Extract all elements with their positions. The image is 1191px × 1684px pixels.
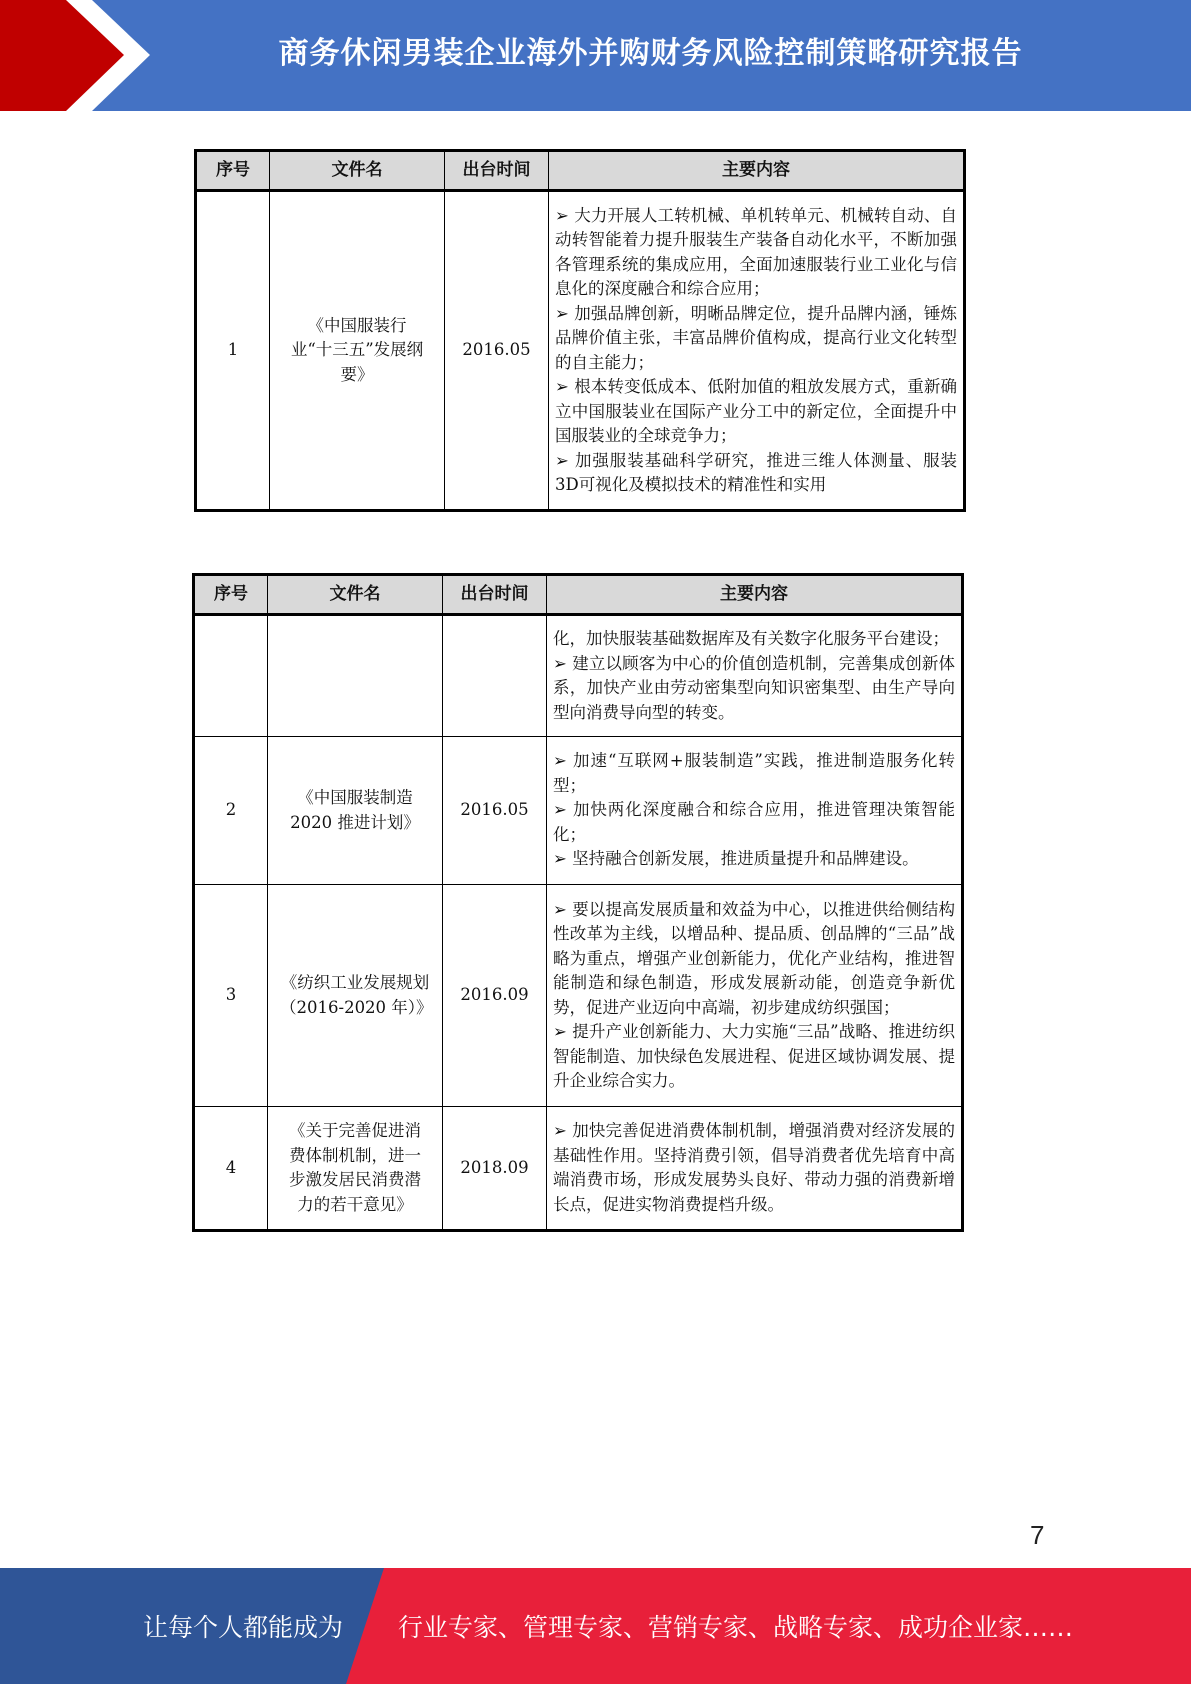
policy-table-2 [192, 573, 964, 1232]
footer-slogan-right: 行业专家、管理专家、营销专家、战略专家、成功企业家…… [398, 1613, 1074, 1642]
document-name [268, 615, 443, 737]
policy-table-1 [194, 149, 966, 512]
row-number: 1 [196, 191, 270, 511]
table-row [194, 885, 963, 1107]
page-footer [0, 1568, 1191, 1684]
table-row [196, 191, 965, 511]
release-date: 2018.09 [443, 1107, 547, 1231]
content-paragraph: ➢ 加强品牌创新，明晰品牌定位，提升品牌内涵，锤炼品牌价值主张，丰富品牌价值构成，提高行业文化转型的自主能力； [555, 303, 957, 372]
release-date [443, 615, 547, 737]
footer-slogan-left: 让每个人都能成为 [143, 1613, 344, 1642]
table-header-row [196, 151, 965, 191]
document-name-text: 《关于完善促进消费体制机制，进一步激发居民消费潜力的若干意见》 [289, 1121, 421, 1214]
document-name-text: 《中国服装行业“十三五”发展纲要》 [290, 315, 424, 384]
release-date: 2016.09 [443, 885, 547, 1107]
document-title: 商务休闲男装企业海外并购财务风险控制策略研究报告 [278, 36, 1023, 71]
col-header-content: 主要内容 [549, 151, 965, 191]
content-paragraph: 化，加快服装基础数据库及有关数字化服务平台建设； [553, 629, 949, 648]
document-name [270, 191, 445, 511]
main-content [547, 737, 963, 885]
row-number: 2 [194, 737, 268, 885]
page-header [0, 0, 1191, 111]
release-date: 2016.05 [445, 191, 549, 511]
content-paragraph: ➢ 大力开展人工转机械、单机转单元、机械转自动、自动转智能着力提升服装生产装备自动化水平，不断加强各管理系统的集成应用，全面加速服装行业工业化与信息化的深度融合和综合应用； [555, 205, 957, 298]
document-name [268, 885, 443, 1107]
page-number: 7 [1030, 1520, 1045, 1550]
document-name [268, 737, 443, 885]
content-paragraph: ➢ 提升产业创新能力、大力实施“三品”战略、推进纺织智能制造、加快绿色发展进程、促进区域协调发展、提升企业综合实力。 [553, 1022, 955, 1090]
main-content [547, 615, 963, 737]
content-paragraph: ➢ 加快完善促进消费体制机制，增强消费对经济发展的基础性作用。坚持消费引领，倡导消费者优先培育中高端消费市场，形成发展势头良好、带动力强的消费新增长点，促进实物消费提档升级。 [553, 1121, 955, 1214]
release-date: 2016.05 [443, 737, 547, 885]
content-paragraph: ➢ 建立以顾客为中心的价值创造机制，完善集成创新体系，加快产业由劳动密集型向知识密集型、由生产导向型向消费导向型的转变。 [553, 653, 955, 722]
main-content [547, 885, 963, 1107]
content-paragraph: ➢ 要以提高发展质量和效益为中心，以推进供给侧结构性改革为主线，以增品种、提品质、创品牌的“三品”战略为重点，增强产业创新能力，优化产业结构，推进智能制造和绿色制造，形成发展新动能，创造竞争新优势，促进产业迈向中高端，初步建成纺织强国； [553, 899, 955, 1017]
table-row [194, 737, 963, 885]
content-paragraph: ➢ 加速“互联网+服装制造”实践，推进制造服务化转型； [553, 751, 955, 795]
col-header-name: 文件名 [268, 575, 443, 615]
content-paragraph: ➢ 加强服装基础科学研究，推进三维人体测量、服装3D可视化及模拟技术的精准性和实用 [555, 450, 957, 494]
col-header-date: 出台时间 [443, 575, 547, 615]
row-number: 3 [194, 885, 268, 1107]
document-name-text: 《中国服装制造2020 推进计划》 [290, 788, 420, 832]
main-content [547, 1107, 963, 1231]
document-name-text: 《纺织工业发展规划（2016-2020 年）》 [280, 973, 433, 1017]
main-content [549, 191, 965, 511]
col-header-name: 文件名 [270, 151, 445, 191]
col-header-date: 出台时间 [445, 151, 549, 191]
row-number [194, 615, 268, 737]
row-number: 4 [194, 1107, 268, 1231]
content-paragraph: ➢ 根本转变低成本、低附加值的粗放发展方式，重新确立中国服装业在国际产业分工中的新定位，全面提升中国服装业的全球竞争力； [555, 377, 957, 445]
col-header-content: 主要内容 [547, 575, 963, 615]
table-row [194, 1107, 963, 1231]
table-header-row [194, 575, 963, 615]
col-header-no: 序号 [196, 151, 270, 191]
document-name [268, 1107, 443, 1231]
content-paragraph: ➢ 坚持融合创新发展，推进质量提升和品牌建设。 [553, 849, 919, 869]
col-header-no: 序号 [194, 575, 268, 615]
table-row [194, 615, 963, 737]
content-paragraph: ➢ 加快两化深度融合和综合应用，推进管理决策智能化； [553, 800, 955, 844]
